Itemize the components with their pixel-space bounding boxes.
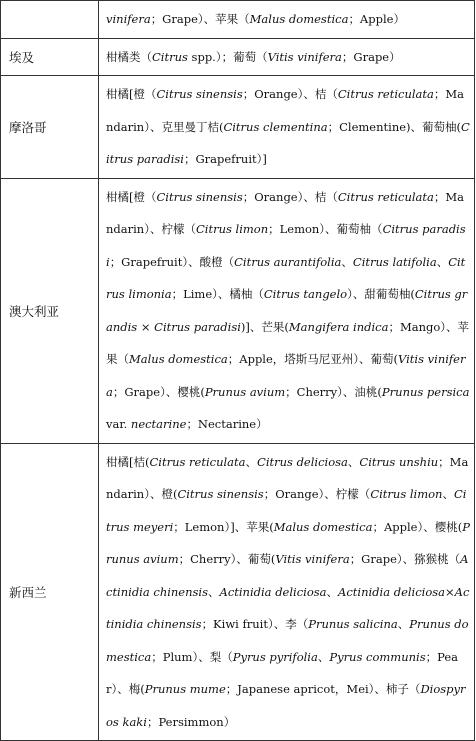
scientific-name: Malus domestica [273, 519, 373, 534]
common-name-text: ；Mandarin）、克里曼丁桔( [106, 87, 465, 134]
common-name-text: 、 [436, 254, 449, 269]
scientific-name: Prunus avium [106, 519, 470, 566]
scientific-name: Citrus sinensis [156, 189, 243, 204]
scientific-name: Citrus sinensis [156, 87, 243, 101]
scientific-name: Citrus limon [195, 222, 269, 236]
scientific-name: Actinidia deliciosa [219, 584, 327, 599]
common-name-text: ；Cherry）、油桃( [285, 384, 382, 399]
common-name-text: ；Mandarin）、柠檬（ [106, 189, 465, 236]
common-name-text: ；Orange）、柠檬（ [263, 487, 371, 501]
scientific-name: Citrus reticulata [337, 87, 434, 101]
scientific-name: Citrus tangelo [263, 287, 348, 301]
scientific-name: Prunus domestica [106, 617, 469, 664]
scientific-name: vinifera [106, 12, 151, 26]
scientific-name: Citrus limon [370, 487, 443, 501]
scientific-name: Vitis vinifera [267, 49, 342, 64]
common-name-text: 柑橘[橙（ [106, 189, 157, 204]
scientific-name: Citrus meyeri [106, 487, 467, 534]
common-name-text: ；Apple） [348, 12, 405, 26]
common-name-text: ；Apple）、樱桃( [372, 519, 463, 534]
common-name-text: ；Nectarine） [186, 417, 268, 431]
table-row [1, 38, 475, 76]
country-cell [1, 1, 99, 39]
scientific-name: Citrus clementina [223, 119, 328, 134]
common-name-text: ；Mango）、苹果（ [106, 319, 470, 366]
common-name-text: spp.）；葡萄（ [187, 49, 268, 64]
common-name-text: 、 [326, 584, 339, 599]
table-body [1, 1, 475, 741]
common-name-text: ；Grape）、苹果（ [150, 12, 250, 26]
table-row [1, 76, 475, 179]
common-name-text: 、 [442, 487, 454, 501]
scientific-name: Diospyros kaki [106, 682, 466, 729]
scientific-name: Citrus [152, 49, 188, 64]
scientific-name: nectarine [130, 417, 187, 431]
scientific-name: Prunus avium [204, 384, 286, 399]
common-name-text: ；Japanese apricot，Mei）、柿子（ [225, 682, 421, 696]
scientific-name: Citrus reticulata [337, 189, 434, 204]
country-cell: 澳大利亚 [1, 178, 99, 443]
fruit-list-cell [99, 443, 475, 741]
scientific-name: Citrus deliciosa [257, 454, 348, 469]
scientific-name: Actinidia deliciosa×Actinidia chinensis [106, 584, 470, 631]
common-name-text: ；Grapefruit）、酸橙（ [109, 254, 235, 269]
common-name-text: 、 [208, 584, 220, 599]
scientific-name: Prunus salicina [308, 617, 398, 631]
fruit-list-cell [99, 178, 475, 443]
common-name-text: ；Kiwi fruit）、李（ [201, 617, 309, 631]
common-name-text: ）、甜葡萄柚( [347, 287, 415, 301]
scientific-name: Citrus grandis × Citrus paradisi [106, 287, 468, 334]
scientific-name: Malus domestica [249, 12, 349, 26]
common-name-text: 、 [347, 454, 360, 469]
scientific-name: Citrus latifolia [352, 254, 437, 269]
scientific-name: Citrus unshiu [359, 454, 439, 469]
common-name-text: 、 [341, 254, 353, 269]
common-name-text: ；Grape） [341, 49, 401, 64]
scientific-name: Citrus paradisi [106, 222, 466, 269]
common-name-text: ；Grape）、樱桃( [112, 384, 205, 399]
country-cell: 埃及 [1, 38, 99, 76]
common-name-text: ；Persimmon） [146, 714, 236, 729]
table-row [1, 1, 475, 39]
scientific-name: Prunus mume [144, 682, 226, 696]
table-row [1, 443, 475, 741]
common-name-text: var. [106, 384, 474, 431]
common-name-text: 柑橘[桔( [106, 454, 150, 469]
scientific-name: Mangifera indica [288, 319, 389, 334]
scientific-name: Citrus aurantifolia [234, 254, 342, 269]
scientific-name: Citrus paradisi [106, 119, 470, 166]
common-name-text: 、 [245, 454, 258, 469]
common-name-text: ；Apple，塔斯马尼亚州）、葡萄( [227, 352, 399, 366]
scientific-name: Citrus limonia [106, 254, 466, 301]
common-name-text: ；Grape）、猕猴桃（ [349, 552, 461, 566]
scientific-name: Malus domestica [129, 352, 228, 366]
country-cell: 摩洛哥 [1, 76, 99, 179]
fruit-list-cell [99, 1, 475, 39]
common-name-text: ；Pear）、梅( [106, 649, 458, 696]
country-cell: 新西兰 [1, 443, 99, 741]
table-row [1, 178, 475, 443]
common-name-text: ；Orange）、桔（ [242, 87, 338, 101]
common-name-text: 、 [317, 649, 330, 664]
common-name-text: ；Clementine)、葡萄柚( [327, 119, 462, 134]
fruit-list-cell [99, 76, 475, 179]
scientific-name: Pyrus pyrifolia [232, 649, 318, 664]
scientific-name: Actinidia chinensis [106, 552, 469, 599]
fruit-list-cell [99, 38, 475, 76]
common-name-text: )]、芒果( [240, 319, 289, 334]
scientific-name: Pyrus communis [329, 649, 426, 664]
common-name-text: ；Plum）、梨（ [151, 649, 233, 664]
common-name-text: 柑橘[橙（ [106, 87, 157, 101]
scientific-name: Citrus reticulata [149, 454, 246, 469]
scientific-name: Vitis vinifera [275, 552, 350, 566]
common-name-text: 柑橘类（ [106, 49, 152, 64]
common-name-text: ；Grapefruit）] [183, 152, 267, 166]
common-name-text: ；Cherry）、葡萄( [178, 552, 276, 566]
common-name-text: ；Mandarin）、橙( [106, 454, 469, 501]
common-name-text: ；Lemon）、葡萄柚（ [268, 222, 383, 236]
common-name-text: ；Orange）、桔（ [242, 189, 338, 204]
common-name-text: ；Lemon）]、苹果( [173, 519, 274, 534]
common-name-text: ；Lime）、橘柚（ [171, 287, 264, 301]
common-name-text: 、 [397, 617, 410, 631]
scientific-name: Vitis vinifera [106, 352, 466, 399]
scientific-name: Prunus persica [381, 384, 470, 399]
scientific-name: Citrus sinensis [177, 487, 264, 501]
